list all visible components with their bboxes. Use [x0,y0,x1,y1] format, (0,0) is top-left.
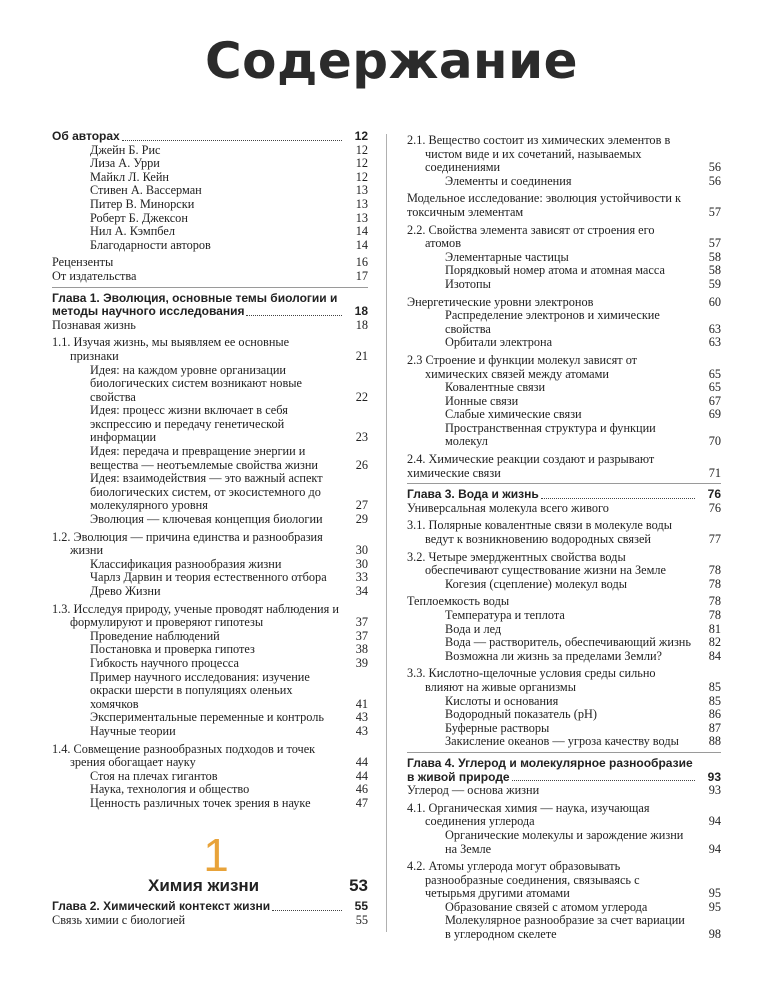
toc-entry[interactable] [407,636,721,650]
toc-entry[interactable] [407,901,721,915]
toc-entry-title: Роберт Б. Джексон [90,210,188,225]
toc-entry-title: Глава 4. Углерод и молекулярное разнообразие в живой природе [407,755,693,784]
toc-entry-page: 78 [708,608,721,622]
toc-entry[interactable] [407,578,721,592]
toc-entry-page: 13 [355,210,368,225]
toc-entry-page: 55 [355,912,368,927]
toc-entry-title: Пространственная структура и функции молекул [445,420,656,449]
toc-entry-title: Проведение наблюдений [90,628,220,643]
toc-entry[interactable] [52,657,368,671]
toc-entry-title: Джейн Б. Рис [90,142,161,157]
toc-entry-page: 23 [355,430,368,445]
toc-entry-page: 43 [355,710,368,725]
toc-entry-title: Гибкость научного процесса [90,655,239,670]
toc-entry-title: 3.3. Кислотно-щелочные условия среды сильно влияют на живые организмы [407,666,656,694]
toc-entry[interactable] [407,395,721,409]
dot-leader [272,910,342,911]
toc-entry-title: Глава 1. Эволюция, основные темы биологии и методы научного исследования [52,290,338,319]
toc-entry-page: 98 [708,927,721,942]
toc-entry-title: Органические молекулы и зарождение жизни на Земле [445,827,684,856]
toc-entry[interactable]: 3.1. Полярные ковалентные связи в молекуле воды ведут к возникновению водородных связей 77 [407,518,721,547]
toc-entry[interactable] [52,770,368,784]
toc-entry-page: 59 [708,276,721,291]
toc-entry-title: Идея: взаимодействия — это важный аспект биологических систем, от экосистемного до молекулярного уровня [90,471,323,513]
toc-entry-page: 85 [708,693,721,708]
toc-chapter-entry[interactable] [52,900,368,914]
toc-entry-title: Ценность различных точек зрения в науке [90,795,311,810]
dot-leader [512,780,695,781]
toc-entry[interactable] [407,251,721,265]
toc-entry[interactable] [407,309,721,336]
toc-entry-title: Связь химии с биологией [52,912,186,927]
toc-entry-title: Изотопы [445,276,491,291]
toc-entry-page: 33 [355,570,368,585]
dot-leader [246,315,342,316]
toc-entry-title: Лиза А. Урри [90,156,160,171]
toc-left-column [52,130,368,811]
toc-left-bottom [52,900,368,927]
toc-entry-page: 17 [355,268,368,283]
part-page: 53 [349,876,368,895]
toc-entry-page: 44 [355,768,368,783]
toc-entry-title: Чарлз Дарвин и теория естественного отбора [90,570,327,585]
toc-entry-title: 4.1. Органическая химия — наука, изучающая соединения углерода [407,800,650,829]
toc-entry-page: 78 [708,594,721,609]
dot-leader [122,140,342,141]
toc-entry[interactable]: 3.3. Кислотно-щелочные условия среды сильно влияют на живые организмы 85 [407,666,721,694]
toc-entry[interactable] [52,157,368,171]
toc-entry[interactable] [52,558,368,572]
toc-entry-title: Слабые химические связи [445,407,582,422]
toc-entry-title: Идея: процесс жизни включает в себя экспрессию и передачу генетической информации [90,403,288,445]
part-number: 1 [203,829,229,881]
toc-entry-page: 18 [355,317,368,332]
toc-entry[interactable] [407,722,721,736]
toc-entry[interactable] [407,453,721,480]
toc-entry-page: 13 [355,183,368,198]
toc-entry-title: Распределение электронов и химические свойства [445,308,660,336]
toc-entry-title: Вода — растворитель, обеспечивающий жизнь [445,635,691,650]
toc-entry[interactable] [52,184,368,198]
toc-entry[interactable] [407,735,721,749]
toc-entry-page: 76 [707,487,721,502]
toc-entry[interactable] [52,643,368,657]
toc-entry-title: 2.4. Химические реакции создают и разрывают химические связи [407,452,655,480]
toc-entry-title: 4.2. Атомы углерода могут образовывать разнообразные соединения, связываясь с четырьмя другими атомами [407,859,640,901]
toc-entry-page: 12 [355,169,368,184]
toc-entry-title: 1.3. Исследуя природу, ученые проводят наблюдения и формулируют и проверяют гипотезы [52,601,339,630]
toc-entry[interactable] [407,609,721,623]
toc-entry[interactable] [52,130,368,144]
toc-entry[interactable] [52,212,368,226]
toc-entry-page: 43 [355,723,368,738]
toc-entry[interactable] [52,585,368,599]
toc-entry-title: Об авторах [52,129,120,143]
toc-entry-title: Идея: передача и превращение энергии и вещества — неотъемлемые свойства жизни [90,444,318,472]
toc-entry-page: 93 [708,783,721,798]
page-title: Содержание [204,32,579,90]
toc-entry[interactable] [407,192,721,219]
toc-entry-page: 29 [355,512,368,527]
toc-entry-title: Глава 2. Химический контекст жизни [52,899,271,913]
toc-entry-title: Порядковый номер атома и атомная масса [445,263,665,278]
toc-entry-page: 47 [355,795,368,810]
toc-entry-page: 87 [708,720,721,735]
toc-entry-title: Углерод — основа жизни [407,783,540,798]
toc-entry-page: 65 [708,380,721,395]
toc-entry-page: 57 [708,204,721,219]
toc-entry[interactable] [52,797,368,811]
toc-entry[interactable] [407,296,721,310]
toc-entry[interactable] [407,829,721,856]
toc-entry-title: Постановка и проверка гипотез [90,642,255,657]
toc-entry-page: 78 [708,576,721,591]
toc-entry[interactable] [52,225,368,239]
toc-entry-page: 86 [708,707,721,722]
toc-entry[interactable]: 1.3. Исследуя природу, ученые проводят наблюдения и формулируют и проверяют гипотезы 37 [52,601,368,630]
toc-entry-page: 58 [708,263,721,278]
toc-entry-title: Ионные связи [445,393,519,408]
dot-leader [541,498,695,499]
toc-entry[interactable] [407,264,721,278]
toc-entry-title: От издательства [52,268,137,283]
toc-entry-title: Вода и лед [445,621,502,636]
toc-entry[interactable] [407,336,721,350]
toc-entry-title: Нил А. Кэмпбел [90,224,175,239]
toc-entry[interactable]: 4.2. Атомы углерода могут образовывать разнообразные соединения, связываясь с четырьмя другими атомами 95 [407,859,721,901]
toc-entry[interactable]: 4.1. Органическая химия — наука, изучающая соединения углерода 94 [407,800,721,829]
toc-entry-page: 67 [708,393,721,408]
toc-entry[interactable] [52,472,368,513]
toc-entry-title: Экспериментальные переменные и контроль [90,710,325,725]
toc-entry-title: Кислоты и основания [445,693,559,708]
toc-entry-page: 38 [355,642,368,657]
toc-entry[interactable]: 1.4. Совмещение разнообразных подходов и точек зрения обогащает науку 44 [52,741,368,770]
toc-entry-page: 55 [354,899,368,913]
toc-entry-title: Классификация разнообразия жизни [90,556,282,571]
toc-entry-title: Образование связей с атомом углерода [445,899,648,914]
toc-entry-page: 12 [354,129,368,143]
toc-entry-page: 16 [355,255,368,270]
toc-entry-title: Глава 3. Вода и жизнь [407,487,539,502]
toc-entry-page: 71 [708,465,721,480]
toc-entry-title: Майкл Л. Кейн [90,169,169,184]
toc-entry-page: 46 [355,782,368,797]
toc-entry[interactable] [407,784,721,798]
chapter-rule [407,752,721,753]
toc-entry-page: 63 [708,335,721,350]
toc-entry[interactable] [407,408,721,422]
toc-entry[interactable] [52,725,368,739]
toc-entry-title: 1.1. Изучая жизнь, мы выявляем ее основные признаки [52,335,290,363]
toc-entry-page: 26 [355,457,368,472]
toc-entry-title: 1.2. Эволюция — причина единства и разнообразия жизни [52,529,323,558]
toc-entry-page: 12 [355,142,368,157]
toc-entry-page: 94 [708,841,721,856]
toc-entry-title: Пример научного исследования: изучение окраски шерсти в популяциях оленьих хомячков [90,669,310,711]
toc-entry[interactable] [52,144,368,158]
toc-entry[interactable]: 2.1. Вещество состоит из химических элементов в чистом виде и их сочетаний, называемых соединениями 56 [407,133,721,175]
toc-entry-title: 3.1. Полярные ковалентные связи в молекуле воды ведут к возникновению водородных связей [407,518,672,547]
toc-entry[interactable]: 3.2. Четыре эмерджентных свойства воды обеспечивают существование жизни на Земле 78 [407,549,721,578]
toc-entry-title: 3.2. Четыре эмерджентных свойства воды обеспечивают существование жизни на Земле [407,549,666,578]
toc-entry-page: 95 [708,899,721,914]
toc-entry[interactable] [52,711,368,725]
toc-entry-page: 18 [354,304,368,319]
toc-entry-page: 84 [708,648,721,663]
toc-entry-title: Закисление океанов — угроза качеству воды [445,734,679,749]
toc-entry-title: Когезия (сцепление) молекул воды [445,576,627,591]
toc-entry-title: Молекулярное разнообразие за счет вариации в углеродном скелете [445,913,685,942]
toc-entry[interactable] [52,513,368,527]
toc-chapter-entry[interactable] [52,292,368,319]
toc-entry-title: Теплоемкость воды [407,594,510,609]
toc-entry-title: Водородный показатель (pH) [445,707,597,722]
toc-entry-title: Стоя на плечах гигантов [90,768,218,783]
toc-entry-title: Возможна ли жизнь за пределами Земли? [445,648,662,663]
toc-entry-page: 13 [355,196,368,211]
toc-entry-title: Модельное исследование: эволюция устойчивости к токсичным элементам [407,191,681,219]
toc-entry[interactable] [52,404,368,445]
toc-entry-page: 69 [708,407,721,422]
chapter-rule [52,287,368,288]
toc-entry[interactable] [52,630,368,644]
toc-entry[interactable] [52,571,368,585]
toc-entry[interactable] [52,445,368,472]
toc-entry-page: 41 [355,696,368,711]
toc-entry-title: Эволюция — ключевая концепция биологии [90,512,323,527]
toc-entry-page: 12 [355,156,368,171]
toc-entry-page: 88 [708,734,721,749]
toc-entry-page: 37 [355,628,368,643]
toc-entry[interactable] [52,256,368,270]
toc-entry-title: Стивен А. Вассерман [90,183,202,198]
toc-entry[interactable] [407,422,721,449]
toc-entry-page: 60 [708,294,721,309]
toc-entry-title: Энергетические уровни электронов [407,294,594,309]
toc-entry[interactable] [407,595,721,609]
toc-entry-title: Буферные растворы [445,720,550,735]
toc-entry[interactable] [52,914,368,928]
toc-entry-title: Ковалентные связи [445,380,546,395]
toc-entry[interactable] [52,319,368,333]
toc-entry-page: 63 [708,321,721,336]
toc-entry-title: Древо Жизни [90,584,161,598]
toc-entry[interactable]: 1.1. Изучая жизнь, мы выявляем ее основные признаки 21 [52,335,368,363]
toc-entry-title: Элементы и соединения [445,173,572,188]
toc-entry[interactable] [407,914,721,941]
toc-entry[interactable] [407,623,721,637]
part-title: Химия жизни [148,876,260,895]
toc-chapter-entry[interactable] [407,757,721,784]
toc-chapter-entry[interactable] [407,488,721,502]
toc-entry-page: 56 [708,173,721,188]
toc-entry[interactable] [407,175,721,189]
toc-entry-page: 34 [355,584,368,598]
toc-entry[interactable] [407,708,721,722]
toc-entry[interactable] [407,650,721,664]
toc-entry-page: 81 [708,621,721,636]
toc-entry-page: 39 [355,655,368,670]
toc-entry-title: Наука, технология и общество [90,782,250,797]
toc-entry[interactable] [407,502,721,516]
toc-entry-page: 76 [708,500,721,515]
toc-entry[interactable] [407,278,721,292]
toc-entry-title: 2.3 Строение и функции молекул зависят от химических связей между атомами [407,352,638,381]
toc-entry-title: Питер В. Минорски [90,196,195,211]
column-divider [386,134,387,932]
toc-entry-title: Элементарные частицы [445,249,569,264]
toc-entry-page: 27 [355,498,368,513]
toc-entry-title: Научные теории [90,723,176,738]
toc-entry[interactable] [52,270,368,284]
toc-entry-title: Орбитали электрона [445,335,553,350]
toc-entry[interactable] [52,783,368,797]
toc-entry[interactable] [407,381,721,395]
toc-entry-title: Благодарности авторов [90,237,211,252]
chapter-rule [407,483,721,484]
toc-entry[interactable] [52,671,368,712]
toc-entry-page: 14 [355,224,368,239]
toc-entry[interactable] [407,695,721,709]
toc-entry-page: 82 [708,635,721,650]
toc-entry-page: 70 [708,434,721,449]
toc-entry[interactable] [52,239,368,253]
toc-entry-page: 22 [355,389,368,404]
toc-entry-title: Идея: на каждом уровне организации биологических систем возникают новые свойства [90,362,302,404]
toc-entry[interactable] [52,364,368,405]
toc-entry-page: 14 [355,237,368,252]
toc-entry-page: 58 [708,249,721,264]
toc-entry[interactable]: 1.2. Эволюция — причина единства и разнообразия жизни 30 [52,529,368,558]
toc-entry[interactable] [52,198,368,212]
toc-entry-page: 30 [355,556,368,571]
toc-right-column [407,130,721,942]
toc-entry-page: 93 [707,769,721,784]
toc-entry-title: 2.1. Вещество состоит из химических элементов в чистом виде и их сочетаний, называемых соединениями [407,133,671,175]
toc-entry-title: 1.4. Совмещение разнообразных подходов и точек зрения обогащает науку [52,741,316,770]
toc-entry-title: 2.2. Свойства элемента зависят от строения его атомов [407,222,655,251]
toc-entry-title: Универсальная молекула всего живого [407,500,609,515]
toc-entry[interactable]: 2.2. Свойства элемента зависят от строения его атомов 57 [407,222,721,251]
toc-entry-title: Познавая жизнь [52,317,136,332]
toc-entry[interactable] [52,171,368,185]
toc-entry[interactable]: 2.3 Строение и функции молекул зависят от химических связей между атомами 65 [407,352,721,381]
toc-entry-title: Рецензенты [52,255,114,270]
toc-entry-title: Температура и теплота [445,608,565,622]
